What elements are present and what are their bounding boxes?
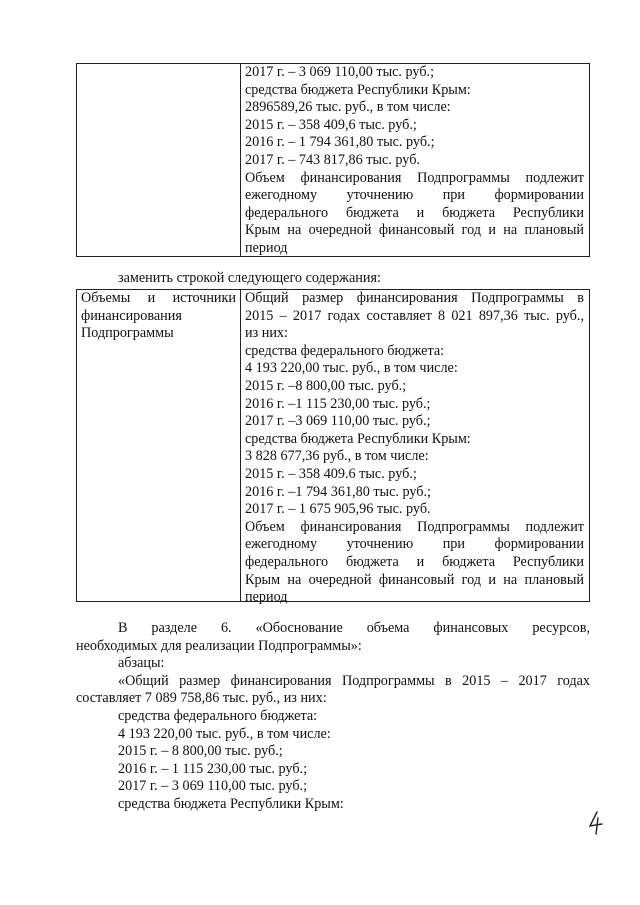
section-heading-line: В разделе 6. «Обоснование объема финансовых ресурсов,: [118, 620, 590, 636]
section-heading-line: необходимых для реализации Подпрограммы»:: [76, 637, 362, 654]
table-line: 2017 г. –3 069 110,00 тыс. руб.;: [245, 413, 431, 430]
table-replacement: [76, 289, 590, 606]
table-note-line: период: [245, 239, 288, 256]
table-line: средства федерального бюджета:: [245, 342, 445, 359]
table-intro-line: 2015 – 2017 годах составляет 8 021 897,36 тыс. руб.,: [245, 307, 584, 324]
section-6-block: [76, 620, 590, 814]
table-note-line: федерального бюджета и бюджета Республики: [245, 553, 584, 570]
table-line: 2017 г. – 3 069 110,00 тыс. руб.;: [245, 64, 435, 80]
table-left-cell-empty: [77, 64, 241, 256]
table-note-line: Объем финансирования Подпрограммы подлежит: [245, 169, 584, 186]
table-line: 4 193 220,00 тыс. руб., в том числе:: [245, 360, 458, 377]
section-item: 2015 г. – 8 800,00 тыс. руб.;: [118, 743, 283, 760]
table-note-line: Крым на очередной финансовый год и на плановый: [245, 222, 584, 239]
table-line: средства бюджета Республики Крым:: [245, 430, 471, 447]
table-continuation: [76, 63, 590, 257]
table-line: 2016 г. –1 115 230,00 тыс. руб.;: [245, 395, 431, 412]
table-line: 2015 г. –8 800,00 тыс. руб.;: [245, 377, 407, 394]
paragraphs-label: абзацы:: [118, 655, 165, 672]
table-line: 2015 г. – 358 409,6 тыс. руб.;: [245, 116, 417, 133]
section-item: 2017 г. – 3 069 110,00 тыс. руб.;: [118, 778, 308, 795]
section-item: 4 193 220,00 тыс. руб., в том числе:: [118, 725, 331, 742]
table-note-line: период: [245, 589, 288, 606]
table-left-line: финансирования: [81, 307, 182, 324]
section-item: средства бюджета Республики Крым:: [118, 795, 344, 812]
section-item: средства федерального бюджета:: [118, 707, 318, 724]
table-note-line: Крым на очередной финансовый год и на плановый: [245, 571, 584, 588]
table-left-cell: [77, 290, 241, 601]
table-line: из них:: [245, 325, 288, 342]
table-line: 2017 г. – 743 817,86 тыс. руб.: [245, 151, 420, 168]
handwritten-page-mark: [584, 810, 606, 836]
table-line: 2016 г. –1 794 361,80 тыс. руб.;: [245, 483, 432, 500]
table-right-cell: [241, 290, 589, 606]
table-intro-line: Общий размер финансирования Подпрограммы в: [245, 290, 584, 306]
table-line: 3 828 677,36 руб., в том числе:: [245, 448, 429, 465]
table-line: 2016 г. – 1 794 361,80 тыс. руб.;: [245, 134, 435, 151]
table-note-line: ежегодному уточнению при формировании: [245, 536, 584, 553]
table-line: 2896589,26 тыс. руб., в том числе:: [245, 99, 451, 116]
table-left-line: Подпрограммы: [81, 325, 174, 342]
table-note-line: ежегодному уточнению при формировании: [245, 187, 584, 204]
table-note-line: федерального бюджета и бюджета Республики: [245, 204, 584, 221]
section-item: 2016 г. – 1 115 230,00 тыс. руб.;: [118, 760, 308, 777]
table-right-cell: [241, 64, 589, 256]
quote-line: составляет 7 089 758,86 тыс. руб., из них:: [76, 690, 327, 707]
table-note-line: Объем финансирования Подпрограммы подлежит: [245, 518, 584, 535]
table-line: 2017 г. – 1 675 905,96 тыс. руб.: [245, 501, 431, 518]
table-line: средства бюджета Республики Крым:: [245, 81, 471, 98]
table-line: 2015 г. – 358 409.6 тыс. руб.;: [245, 465, 417, 482]
quote-line: «Общий размер финансирования Подпрограммы в 2015 – 2017 годах: [118, 672, 590, 689]
replace-instruction: заменить строкой следующего содержания:: [118, 270, 381, 286]
table-left-line: Объемы и источники: [81, 290, 236, 306]
